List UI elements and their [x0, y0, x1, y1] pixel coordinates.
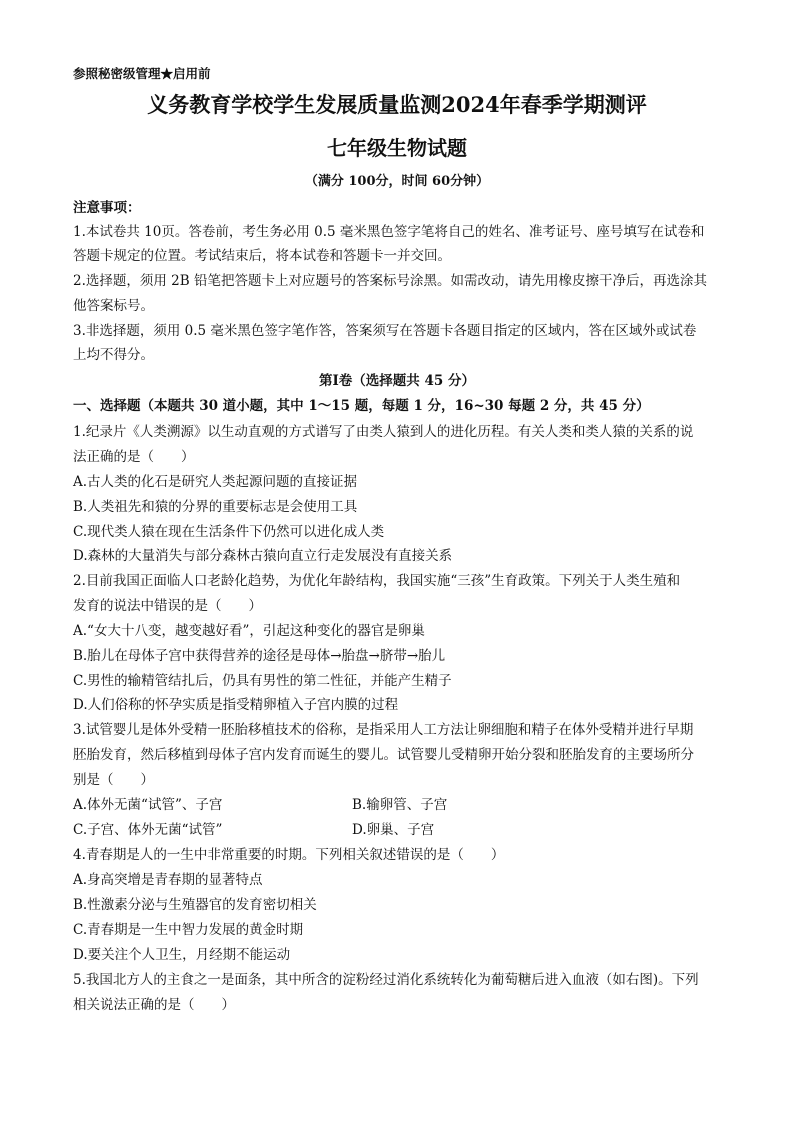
exam-title: 义务教育学校学生发展质量监测2024年春季学期测评 [147, 92, 647, 117]
secret-level-label: 参照秘密级管理★启用前 [73, 66, 211, 81]
question-1-stem: 1.纪录片《人类溯源》以生动直观的方式谱写了由类人猿到人的进化历程。有关人类和类人猿的关系的说 [73, 424, 694, 440]
question-2-option-c: C.男性的输精管结扎后，仍具有男性的第二性征，并能产生精子 [73, 673, 452, 689]
question-2-option-a: A.“女大十八变，越变越好看”，引起这种变化的器官是卵巢 [73, 623, 425, 639]
question-1-option-a: A.古人类的化石是研究人类起源问题的直接证据 [73, 474, 358, 490]
exam-info: （满分 100分，时间 60分钟） [304, 174, 490, 189]
question-3-option-c: C.子宫、体外无菌“试管” [73, 822, 223, 838]
question-4-option-b: B.性激素分泌与生殖器官的发育密切相关 [73, 897, 317, 913]
question-4-option-d: D.要关注个人卫生，月经期不能运动 [73, 947, 291, 963]
notice-line: 他答案标号。 [73, 298, 154, 314]
question-3-option-a: A.体外无菌“试管”、子宫 [73, 797, 223, 813]
question-2-option-b: B.胎儿在母体子宫中获得营养的途径是母体→胎盘→脐带→胎儿 [73, 648, 446, 664]
question-3-option-d: D.卵巢、子宫 [352, 822, 435, 838]
question-3-stem: 胚胎发育，然后移植到母体子宫内发育而诞生的婴儿。试管婴儿受精卵开始分裂和胚胎发育的主要场所分 [73, 747, 694, 763]
subject-title: 七年级生物试题 [327, 136, 467, 160]
question-1-option-c: C.现代类人猿在现在生活条件下仍然可以进化成人类 [73, 524, 385, 540]
volume-title: 第Ⅰ卷（选择题共 45 分） [318, 373, 475, 389]
notice-line: 1.本试卷共 10页。答卷前，考生务必用 0.5 毫米黑色签字笔将自己的姓名、准考证号、座号填写在试卷和 [73, 224, 705, 240]
notice-heading: 注意事项： [73, 200, 141, 216]
part-title: 一、选择题（本题共 30 道小题，其中 1～15 题，每题 1 分，16~30 每题 2 分，共 45 分） [73, 398, 650, 414]
question-2-stem: 2.目前我国正面临人口老龄化趋势，为优化年龄结构，我国实施“三孩”生育政策。下列关于人类生殖和 [73, 573, 681, 589]
question-1-option-d: D.森林的大量消失与部分森林古猿向直立行走发展没有直接关系 [73, 548, 453, 564]
notice-line: 3.非选择题，须用 0.5 毫米黑色签字笔作答，答案须写在答题卡各题目指定的区域内，答在区域外或试卷 [73, 323, 697, 339]
question-4-stem: 4.青春期是人的一生中非常重要的时期。下列相关叙述错误的是（ ） [73, 847, 505, 863]
question-4-option-a: A.身高突增是青春期的显著特点 [73, 872, 263, 888]
question-4-option-c: C.青春期是一生中智力发展的黄金时期 [73, 922, 304, 938]
question-1-option-b: B.人类祖先和猿的分界的重要标志是会使用工具 [73, 499, 358, 515]
question-3-stem: 别是（ ） [73, 772, 154, 788]
question-1-stem: 法正确的是（ ） [73, 449, 195, 465]
notice-line: 2.选择题，须用 2B 铅笔把答题卡上对应题号的答案标号涂黑。如需改动，请先用橡皮擦干净后，再选涂其 [73, 273, 707, 289]
question-3-option-b: B.输卵管、子宫 [352, 797, 448, 813]
question-5-stem: 相关说法正确的是（ ） [73, 997, 235, 1013]
question-3-stem: 3.试管婴儿是体外受精一胚胎移植技术的俗称，是指采用人工方法让卵细胞和精子在体外受精并进行早期 [73, 722, 694, 738]
notice-line: 上均不得分。 [73, 347, 154, 363]
question-5-stem: 5.我国北方人的主食之一是面条，其中所含的淀粉经过消化系统转化为葡萄糖后进入血液（如右图)。下列 [73, 972, 699, 988]
notice-line: 答题卡规定的位置。考试结束后，将本试卷和答题卡一并交回。 [73, 248, 451, 264]
question-2-stem: 发育的说法中错误的是（ ） [73, 598, 262, 614]
question-2-option-d: D.人们俗称的怀孕实质是指受精卵植入子宫内膜的过程 [73, 697, 399, 713]
